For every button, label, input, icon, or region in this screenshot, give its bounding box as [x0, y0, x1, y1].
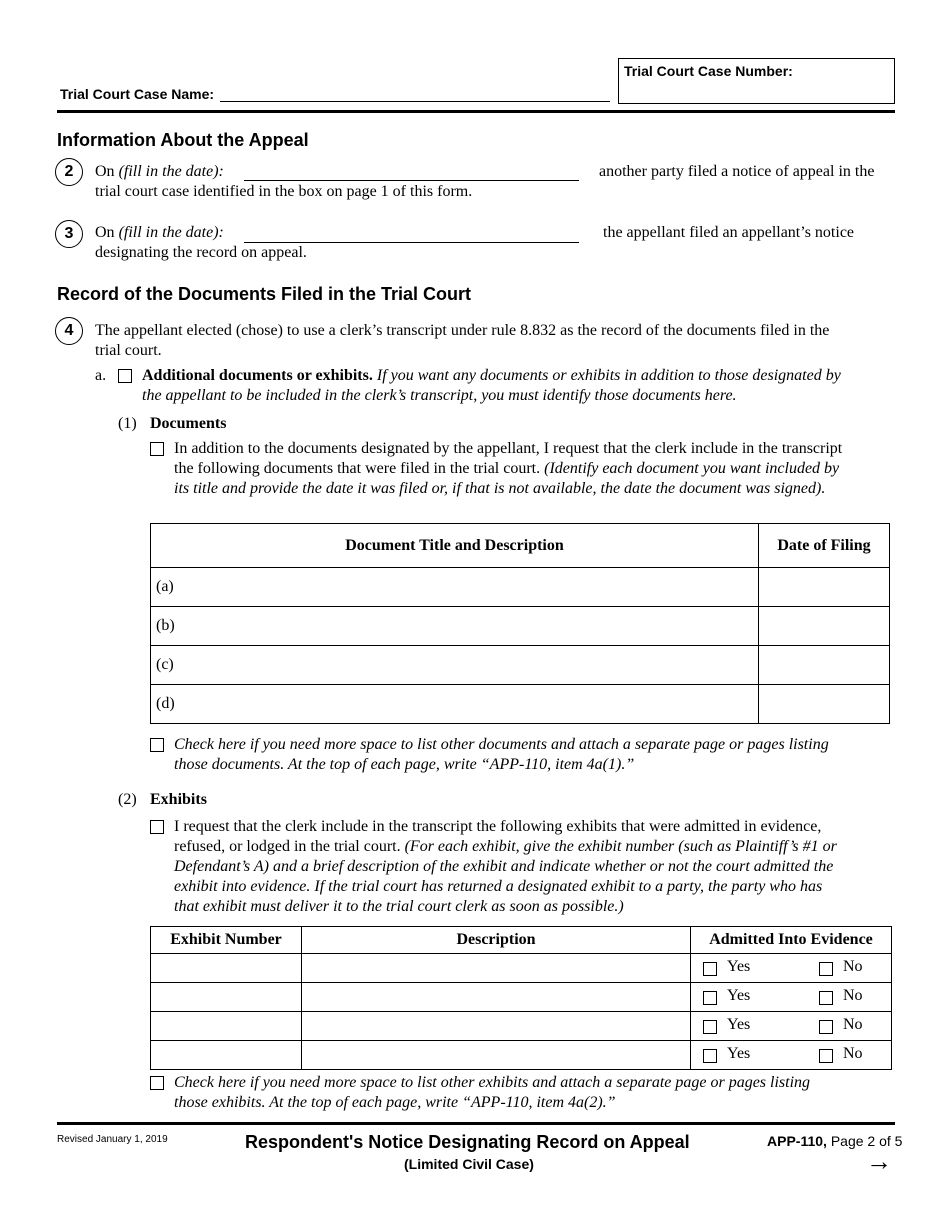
item3-text-start: On (fill in the date):: [95, 224, 224, 241]
item4-line1: The appellant elected (chose) to use a clerk’s transcript under rule 8.832 as the record of the documents filed in the: [95, 322, 830, 339]
admitted-yes-checkbox[interactable]: [703, 1049, 717, 1063]
exhibits-line3: Defendant’s A) and a brief description of the exhibit and indicate whether or not the court admitted the: [174, 858, 834, 875]
admitted-yes-label: Yes: [727, 987, 751, 1004]
admitted-no-checkbox[interactable]: [819, 1049, 833, 1063]
exhibit-number-cell[interactable]: [151, 983, 302, 1012]
admitted-no-checkbox[interactable]: [819, 962, 833, 976]
documents-row-label[interactable]: (c): [151, 646, 759, 685]
exhibits-header-admitted: Admitted Into Evidence: [691, 927, 892, 954]
documents-date-cell[interactable]: [759, 646, 890, 685]
item2-line2: trial court case identified in the box on page 1 of this form.: [95, 183, 473, 200]
exhibits-title: Exhibits: [150, 791, 207, 808]
item-number-3: 3: [55, 220, 83, 248]
documents-line1: In addition to the documents designated by the appellant, I request that the clerk include in the transcript: [174, 440, 843, 457]
item4a-line1: Additional documents or exhibits. If you want any documents or exhibits in addition to those designated by: [142, 367, 841, 384]
exhibits-marker: (2): [118, 791, 137, 808]
documents-header-title: Document Title and Description: [151, 524, 759, 568]
documents-row-label[interactable]: (b): [151, 607, 759, 646]
documents-row-label[interactable]: (d): [151, 685, 759, 724]
header-rule: [57, 110, 895, 113]
documents-date-cell[interactable]: [759, 607, 890, 646]
more-exhibits-line1: Check here if you need more space to list other exhibits and attach a separate page or pages listing: [174, 1074, 811, 1091]
more-documents-line2: those documents. At the top of each page, write “APP-110, item 4a(1).”: [174, 756, 635, 773]
admitted-yes-checkbox[interactable]: [703, 962, 717, 976]
exhibit-description-cell[interactable]: [302, 954, 691, 983]
item2-text-end: another party filed a notice of appeal in the: [599, 163, 875, 180]
documents-request-checkbox[interactable]: [150, 442, 164, 456]
more-documents-checkbox[interactable]: [150, 738, 164, 752]
case-number-box[interactable]: [618, 58, 895, 104]
documents-line2: the following documents that were filed in the trial court. (Identify each document you want included by: [174, 460, 840, 477]
table-row: [151, 607, 890, 646]
admitted-no-label: No: [843, 1016, 863, 1033]
table-row: [151, 568, 890, 607]
exhibit-number-cell[interactable]: [151, 1041, 302, 1070]
section-title-record: Record of the Documents Filed in the Trial Court: [57, 284, 472, 304]
case-name-label: Trial Court Case Name:: [60, 86, 215, 102]
documents-date-cell[interactable]: [759, 568, 890, 607]
item4a-marker: a.: [95, 367, 107, 384]
item4a-line2: the appellant to be included in the clerk’s transcript, you must identify those documents here.: [142, 387, 737, 404]
item3-line2: designating the record on appeal.: [95, 244, 307, 261]
exhibits-header-description: Description: [302, 927, 691, 954]
more-exhibits-checkbox[interactable]: [150, 1076, 164, 1090]
item-number-2: 2: [55, 158, 83, 186]
exhibit-number-cell[interactable]: [151, 954, 302, 983]
documents-header-date: Date of Filing: [759, 524, 890, 568]
more-documents-line1: Check here if you need more space to list other documents and attach a separate page or pages listing: [174, 736, 829, 753]
exhibit-description-cell[interactable]: [302, 1041, 691, 1070]
documents-row-label[interactable]: (a): [151, 568, 759, 607]
exhibits-table: [150, 926, 892, 1070]
documents-title: Documents: [150, 415, 227, 432]
item-number-4: 4: [55, 317, 83, 345]
exhibit-number-cell[interactable]: [151, 1012, 302, 1041]
exhibits-line4: exhibit into evidence. If the trial court has returned a designated exhibit to a party, the party who has: [174, 878, 823, 895]
admitted-no-label: No: [843, 958, 863, 975]
admitted-no-checkbox[interactable]: [819, 991, 833, 1005]
additional-docs-checkbox[interactable]: [118, 369, 132, 383]
item3-text-end: the appellant filed an appellant’s notice: [603, 224, 855, 241]
next-page-arrow-icon: →: [866, 1146, 892, 1176]
table-row: [151, 646, 890, 685]
admitted-no-checkbox[interactable]: [819, 1020, 833, 1034]
table-row: [151, 1012, 892, 1041]
exhibit-description-cell[interactable]: [302, 983, 691, 1012]
revised-date: Revised January 1, 2019: [57, 1134, 168, 1145]
more-exhibits-line2: those exhibits. At the top of each page, write “APP-110, item 4a(2).”: [174, 1094, 616, 1111]
table-row: [151, 983, 892, 1012]
exhibits-line2: refused, or lodged in the trial court. (For each exhibit, give the exhibit number (such as Plaintiff’s #1 or: [174, 838, 837, 855]
documents-line3: its title and provide the date it was filed or, if that is not available, the date the document was signed).: [174, 480, 826, 497]
documents-date-cell[interactable]: [759, 685, 890, 724]
case-number-label: Trial Court Case Number:: [624, 63, 793, 79]
admitted-no-label: No: [843, 1045, 863, 1062]
footer-rule: [57, 1122, 895, 1125]
admitted-yes-label: Yes: [727, 1045, 751, 1062]
table-row: [151, 1041, 892, 1070]
exhibits-request-checkbox[interactable]: [150, 820, 164, 834]
form-subtitle: (Limited Civil Case): [404, 1156, 534, 1172]
case-name-field[interactable]: [220, 101, 610, 102]
admitted-yes-checkbox[interactable]: [703, 1020, 717, 1034]
form-page-number: APP-110, Page 2 of 5: [767, 1133, 903, 1149]
table-row: [151, 685, 890, 724]
section-title-appeal: Information About the Appeal: [57, 130, 309, 150]
documents-marker: (1): [118, 415, 137, 432]
exhibits-header-number: Exhibit Number: [151, 927, 302, 954]
admitted-no-label: No: [843, 987, 863, 1004]
item2-text-start: On (fill in the date):: [95, 163, 224, 180]
item2-date-field[interactable]: [244, 180, 579, 181]
exhibits-line1: I request that the clerk include in the transcript the following exhibits that were admitted in evidence,: [174, 818, 822, 835]
table-row: [151, 954, 892, 983]
admitted-yes-checkbox[interactable]: [703, 991, 717, 1005]
admitted-yes-label: Yes: [727, 1016, 751, 1033]
exhibit-description-cell[interactable]: [302, 1012, 691, 1041]
admitted-yes-label: Yes: [727, 958, 751, 975]
form-title: Respondent's Notice Designating Record on Appeal: [245, 1132, 690, 1152]
item4-line2: trial court.: [95, 342, 162, 359]
documents-table: [150, 523, 890, 724]
exhibits-line5: that exhibit must deliver it to the trial court clerk as soon as possible.): [174, 898, 624, 915]
